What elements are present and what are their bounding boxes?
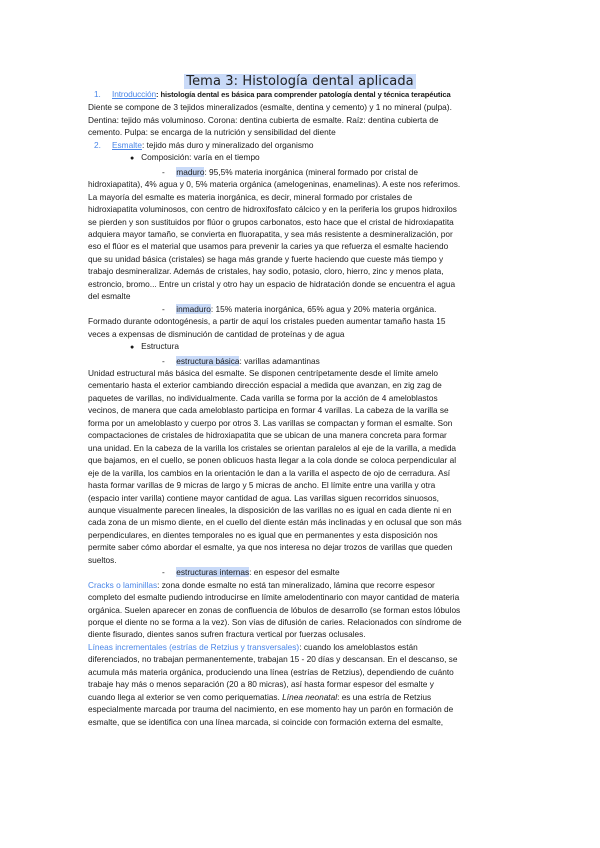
- bullet-composicion: [88, 151, 516, 165]
- highlight-maduro: maduro: [176, 166, 205, 177]
- lineas-text: : cuando los ameloblastos están: [299, 641, 418, 652]
- text-line: perpendiculares, en dientes temporales no es igual que en permanentes y esta disposición nos: [88, 529, 438, 540]
- subheading-lineas-incrementales: Líneas incrementales (estrías de Retzius y transversales): [88, 641, 300, 652]
- bullet-text: Composición: varía en el tiempo: [141, 152, 260, 163]
- subheading-cracks: Cracks o laminillas: [88, 579, 158, 590]
- text-line: veces a expensas de disminución de cantidad de proteínas y de agua: [88, 328, 345, 339]
- text-line: porque el diente no se forma a la vez). Son vías de difusión de caries. Relacionados con síndrome de: [88, 617, 462, 628]
- text-line: hidroxiapatita), 4% agua y 0, 5% materia orgánica (amelogeninas, enamelinas). A este nos referimos.: [88, 179, 461, 190]
- text-line: Formado durante odontogénesis, a partir de aquí los cristales pueden aumentar tamaño hasta 15: [88, 316, 446, 327]
- heading-esmalte[interactable]: Esmalte: [112, 139, 142, 150]
- text-line: Dentina: tejido más voluminoso. Corona: dentina cubierta de esmalte. Raíz: dentina cubierta de: [88, 114, 439, 125]
- bullet-estructura: [88, 340, 516, 354]
- page-title: Tema 3: Histología dental aplicada: [186, 74, 414, 89]
- text-line-lineas: [88, 641, 516, 653]
- text-line: adquiera mayor tamaño, se convierta en fluorapatita, y sea más resistente a desmineralización, por: [88, 228, 453, 239]
- bullet-icon: ●: [130, 344, 135, 352]
- text-line: estroncio, bromo... Entre un cristal y otro hay un espacio de hidratación donde se encuentra el agua: [88, 278, 456, 289]
- cracks-text: : zona donde esmalte no está tan mineralizado, lámina que recorre espesor: [157, 579, 435, 590]
- text-line: aunque visualmente parecen lineales, la disposición de las varillas no es igual en cada diente ni en: [88, 504, 452, 515]
- periquematias-text: cuando llega al exterior se ven como periquematias.: [88, 691, 280, 702]
- bullet-icon: ●: [130, 155, 135, 163]
- dash-icon: -: [162, 355, 165, 366]
- text-line: cemento. Pulpa: se encarga de la nutrición y sensibilidad del diente: [88, 127, 336, 138]
- text-line: forma por un ameloblasto y cuerpo por otros 3. Las varillas se compactan y forman el esmalte. Son: [88, 417, 453, 428]
- text-line: trabaje hay más o menos separación (20 a 80 micras), así hasta formar espesor del esmalte y: [88, 679, 434, 690]
- intro-text: : histología dental es básica para comprender patología dental y técnica terapéutica: [156, 90, 451, 99]
- dash-estructura-basica: [88, 355, 516, 367]
- text-line: trabajo desmineralizar. Además de cristales, hay sodio, potasio, cloro, hierro, zinc y menos plata,: [88, 266, 444, 277]
- text-line: una unidad. En la cabeza de la varilla los cristales se orientan paralelos al eje de la varilla, a medida: [88, 442, 457, 453]
- dash-maduro: [88, 166, 516, 178]
- dash-inmaduro: [88, 303, 516, 315]
- text-line: cementario hasta el exterior cambiando dirección espacial a medida que avanzan, en zig zag de: [88, 380, 442, 391]
- list-item-introduccion: [88, 88, 516, 101]
- highlight-estructuras-internas: estructuras internas: [176, 567, 250, 578]
- text-line: hasta formar varillas de 9 micras de largo y 5 micras de ancho. El límite entre una varilla y otra: [88, 480, 436, 491]
- text-line: Diente se compone de 3 tejidos mineralizados (esmalte, dentina y cemento) y 1 no mineral (pulpa).: [88, 102, 452, 113]
- text-line: (espacio inter varilla) contiene mayor cantidad de agua. Las varillas siguen recorridos sinuosos,: [88, 492, 439, 503]
- dash-estructuras-internas: [88, 566, 516, 578]
- inmaduro-text: : 15% materia inorgánica, 65% agua y 20% materia orgánica.: [210, 303, 437, 314]
- dash-icon: -: [162, 303, 165, 314]
- highlight-estructura-basica: estructura básica: [176, 355, 240, 366]
- text-line: paquetes de varillas, no individualmente. Cada varilla se forma por la acción de 4 ameloblastos: [88, 392, 438, 403]
- text-line: del esmalte: [88, 291, 131, 302]
- esmalte-text: : tejido más duro y mineralizado del organismo: [141, 139, 314, 150]
- text-line: completo del esmalte pudiendo introducirse en límite amelodentinario con mayor cantidad de materia: [88, 592, 460, 603]
- text-line: eje de la varilla, los cambios en la orientación le dan a la varilla el aspecto de ojo de cerradura. Así: [88, 467, 451, 478]
- estructuras-internas-text: : en espesor del esmalte: [249, 567, 340, 578]
- text-line: especialmente marcada por trauma del nacimiento, en ese momento hay un parón en formación de: [88, 704, 454, 715]
- maduro-text: : 95,5% materia inorgánica (mineral formado por cristal de: [204, 166, 418, 177]
- text-line: diente fisurado, dientes sanos sufren fractura vertical por fuerzas oclusales.: [88, 629, 366, 640]
- text-line: vecinos, de manera que cada ameloblasto participa en formar 4 varillas. La cabeza de la varilla se: [88, 405, 449, 416]
- list-item-esmalte: [88, 139, 516, 151]
- text-line: acumula más materia orgánica, produciendo una línea (estrías de Retzius), dependiendo de cuánto: [88, 666, 454, 677]
- dash-icon: -: [162, 166, 165, 177]
- text-line: esmalte, que se identifica con una línea marcada, si coincide con formación externa del esmalte,: [88, 716, 444, 727]
- text-line: que su unidad básica (cristales) se haga más grande y fuerte haciendo que cueste más tiempo y: [88, 253, 444, 264]
- bullet-text: Estructura: [141, 341, 179, 352]
- text-line: compactaciones de cristales de hidroxiapatita que se ubican de una manera concreta para formar: [88, 430, 447, 441]
- text-line: diferenciados, no trabajan permanentemente, trabajan 15 - 20 días y descansan. En el descanso, se: [88, 654, 458, 665]
- text-line: sueltos.: [88, 554, 117, 565]
- term-linea-neonatal: Línea neonatal: [282, 691, 338, 702]
- text-line: Unidad estructural más básica del esmalte. Se disponen centrípetamente desde el límite amelo: [88, 367, 439, 378]
- highlight-inmaduro: inmaduro: [176, 303, 211, 314]
- document-body: [88, 88, 516, 728]
- text-line: hidroxiapatita voluminosos, con centro de hidroxifosfato cálcico y en la periferia los grupos hidroxilos: [88, 204, 457, 215]
- text-line: permite saber cómo abordar el esmalte, ya que nos interesa no dejar trozos de varillas que queden: [88, 542, 453, 553]
- estructura-basica-text: : varillas adamantinas: [239, 355, 320, 366]
- neonatal-text: : es una estría de Retzius: [337, 691, 432, 702]
- text-line: se pierden y son sustituidos por flúor o grupos carbonatos, esto hace que el cristal de hidroxiapatita: [88, 216, 454, 227]
- text-line: cada zona de un mismo diente, en el cuello del diente están más inclinadas y en oclusal que son más: [88, 517, 462, 528]
- text-line: que bajamos, en el cuello, se ponen oblicuos hasta llegar a la cola donde se coloca perpendicular al: [88, 455, 457, 466]
- dash-icon: -: [162, 567, 165, 578]
- text-line: La mayoría del esmalte es materia inorgánica, es decir, mineral formado por cristales de: [88, 191, 413, 202]
- list-number: 1.: [94, 89, 101, 99]
- text-line-neonatal: [88, 691, 516, 703]
- list-number: 2.: [94, 139, 101, 150]
- text-line: orgánica. Suelen aparecer en zonas de confluencia de lóbulos de desarrollo (se forman estos lóbulos: [88, 604, 461, 615]
- text-line: eso el flúor es el material que usamos para prevenir la caries ya que refuerza el esmalte haciendo: [88, 241, 449, 252]
- text-line-cracks: [88, 579, 516, 591]
- heading-introduccion[interactable]: Introducción: [112, 89, 156, 99]
